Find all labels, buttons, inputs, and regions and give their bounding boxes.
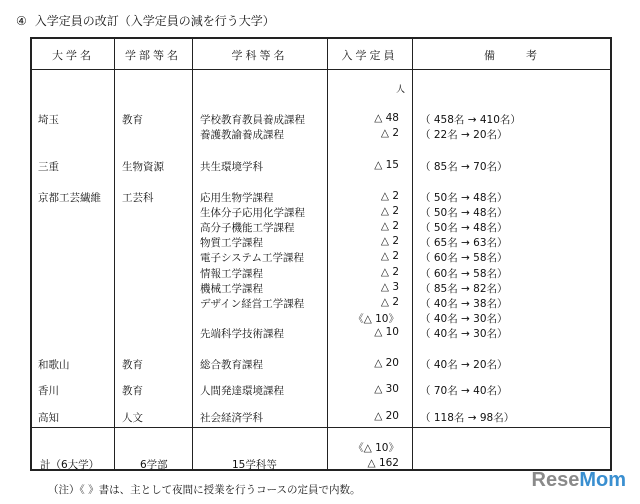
remarks: （ 85名 → 70名） — [420, 161, 508, 173]
capacity-change: △ 20 — [374, 357, 399, 369]
capacity-change: △ 30 — [374, 383, 399, 395]
department-name: デザイン経営工学課程 — [200, 297, 305, 310]
total-department: 15学科等 — [232, 459, 277, 471]
remarks: （ 458名 → 410名） — [420, 114, 521, 126]
remarks: （ 85名 → 82名） — [420, 282, 508, 295]
section-number: ④ — [16, 14, 27, 28]
column-divider — [114, 39, 115, 469]
department-name: 人間発達環境課程 — [200, 385, 284, 397]
capacity-change: 《△ 10》 — [353, 312, 399, 325]
header-faculty: 学部等名 — [125, 49, 181, 62]
capacity-change: △ 2 — [380, 127, 399, 140]
department-name: 学校教育教員養成課程 — [200, 114, 305, 126]
capacity-change: △ 2 — [380, 235, 399, 248]
capacity-table — [30, 37, 612, 471]
department-name: 情報工学課程 — [200, 267, 263, 280]
remarks: （ 40名 → 38名） — [420, 297, 508, 310]
university-name: 埼玉 — [38, 114, 59, 126]
department-name: 高分子機能工学課程 — [200, 222, 295, 235]
department-name: 社会経済学科 — [200, 412, 263, 424]
remarks: （ 40名 → 30名） — [420, 312, 508, 325]
total-faculty: 6学部 — [140, 459, 168, 471]
capacity-change: △ 2 — [380, 220, 399, 233]
remarks: （ 118名 → 98名） — [420, 412, 515, 424]
department-name: 共生環境学科 — [200, 161, 263, 173]
faculty-name: 工芸科 — [122, 192, 154, 204]
remarks: （ 50名 → 48名） — [420, 222, 508, 235]
department-name: 機械工学課程 — [200, 282, 263, 295]
university-name: 香川 — [38, 385, 59, 397]
remarks: （ 60名 → 58名） — [420, 252, 508, 265]
section-title: 入学定員の改訂（入学定員の減を行う大学） — [34, 14, 275, 28]
logo-part: Mom — [579, 469, 626, 491]
footnote: （注）《 》書は、主として夜間に授業を行うコースの定員で内数。 — [48, 484, 361, 496]
remarks: （ 50名 → 48名） — [420, 207, 508, 220]
logo-part: Rese — [531, 469, 580, 491]
capacity-change: △ 48 — [374, 112, 399, 124]
capacity-change: △ 2 — [380, 295, 399, 308]
header-department: 学科等名 — [231, 49, 288, 62]
department-name: 養護教諭養成課程 — [200, 129, 284, 142]
total-divider — [32, 427, 610, 428]
department-name: 総合教育課程 — [200, 359, 263, 371]
header-university: 大学名 — [52, 49, 94, 62]
faculty-name: 教育 — [122, 114, 143, 126]
faculty-name: 生物資源 — [122, 161, 164, 173]
university-name: 三重 — [38, 161, 59, 173]
remarks: （ 50名 → 48名） — [420, 192, 508, 204]
total-label: 計（6大学） — [40, 459, 100, 471]
header-divider — [32, 69, 610, 70]
department-name: 物質工学課程 — [200, 237, 263, 250]
faculty-name: 人文 — [122, 412, 143, 424]
department-name: 先端科学技術課程 — [200, 327, 284, 340]
total-night-capacity: 《△ 10》 — [353, 442, 399, 454]
university-name: 高知 — [38, 412, 59, 424]
capacity-change: △ 15 — [374, 159, 399, 171]
university-name: 和歌山 — [38, 359, 70, 371]
unit-label: 人 — [396, 85, 406, 95]
remarks: （ 70名 → 40名） — [420, 385, 508, 397]
resemom-logo — [532, 469, 626, 492]
header-capacity: 入学定員 — [341, 49, 398, 62]
department-name: 電子システム工学課程 — [200, 252, 304, 265]
remarks: （ 40名 → 30名） — [420, 327, 508, 340]
faculty-name: 教育 — [122, 385, 143, 397]
capacity-change: △ 20 — [374, 410, 399, 422]
department-name: 応用生物学課程 — [200, 192, 274, 204]
remarks: （ 60名 → 58名） — [420, 267, 508, 280]
remarks: （ 22名 → 20名） — [420, 129, 508, 142]
university-name: 京都工芸繊維 — [38, 192, 101, 204]
remarks: （ 40名 → 20名） — [420, 359, 508, 371]
total-capacity: △ 162 — [367, 457, 399, 469]
header-remarks: 備 考 — [484, 49, 540, 62]
column-divider — [192, 39, 193, 469]
capacity-change: △ 2 — [380, 250, 399, 263]
capacity-change: △ 2 — [380, 190, 399, 202]
capacity-change: △ 3 — [380, 280, 399, 293]
department-name: 生体分子応用化学課程 — [200, 207, 305, 220]
section-heading — [16, 12, 283, 29]
remarks: （ 65名 → 63名） — [420, 237, 508, 250]
capacity-change: △ 10 — [374, 325, 399, 338]
capacity-change: △ 2 — [380, 205, 399, 218]
faculty-name: 教育 — [122, 359, 143, 371]
column-divider — [412, 39, 413, 469]
capacity-change: △ 2 — [380, 265, 399, 278]
